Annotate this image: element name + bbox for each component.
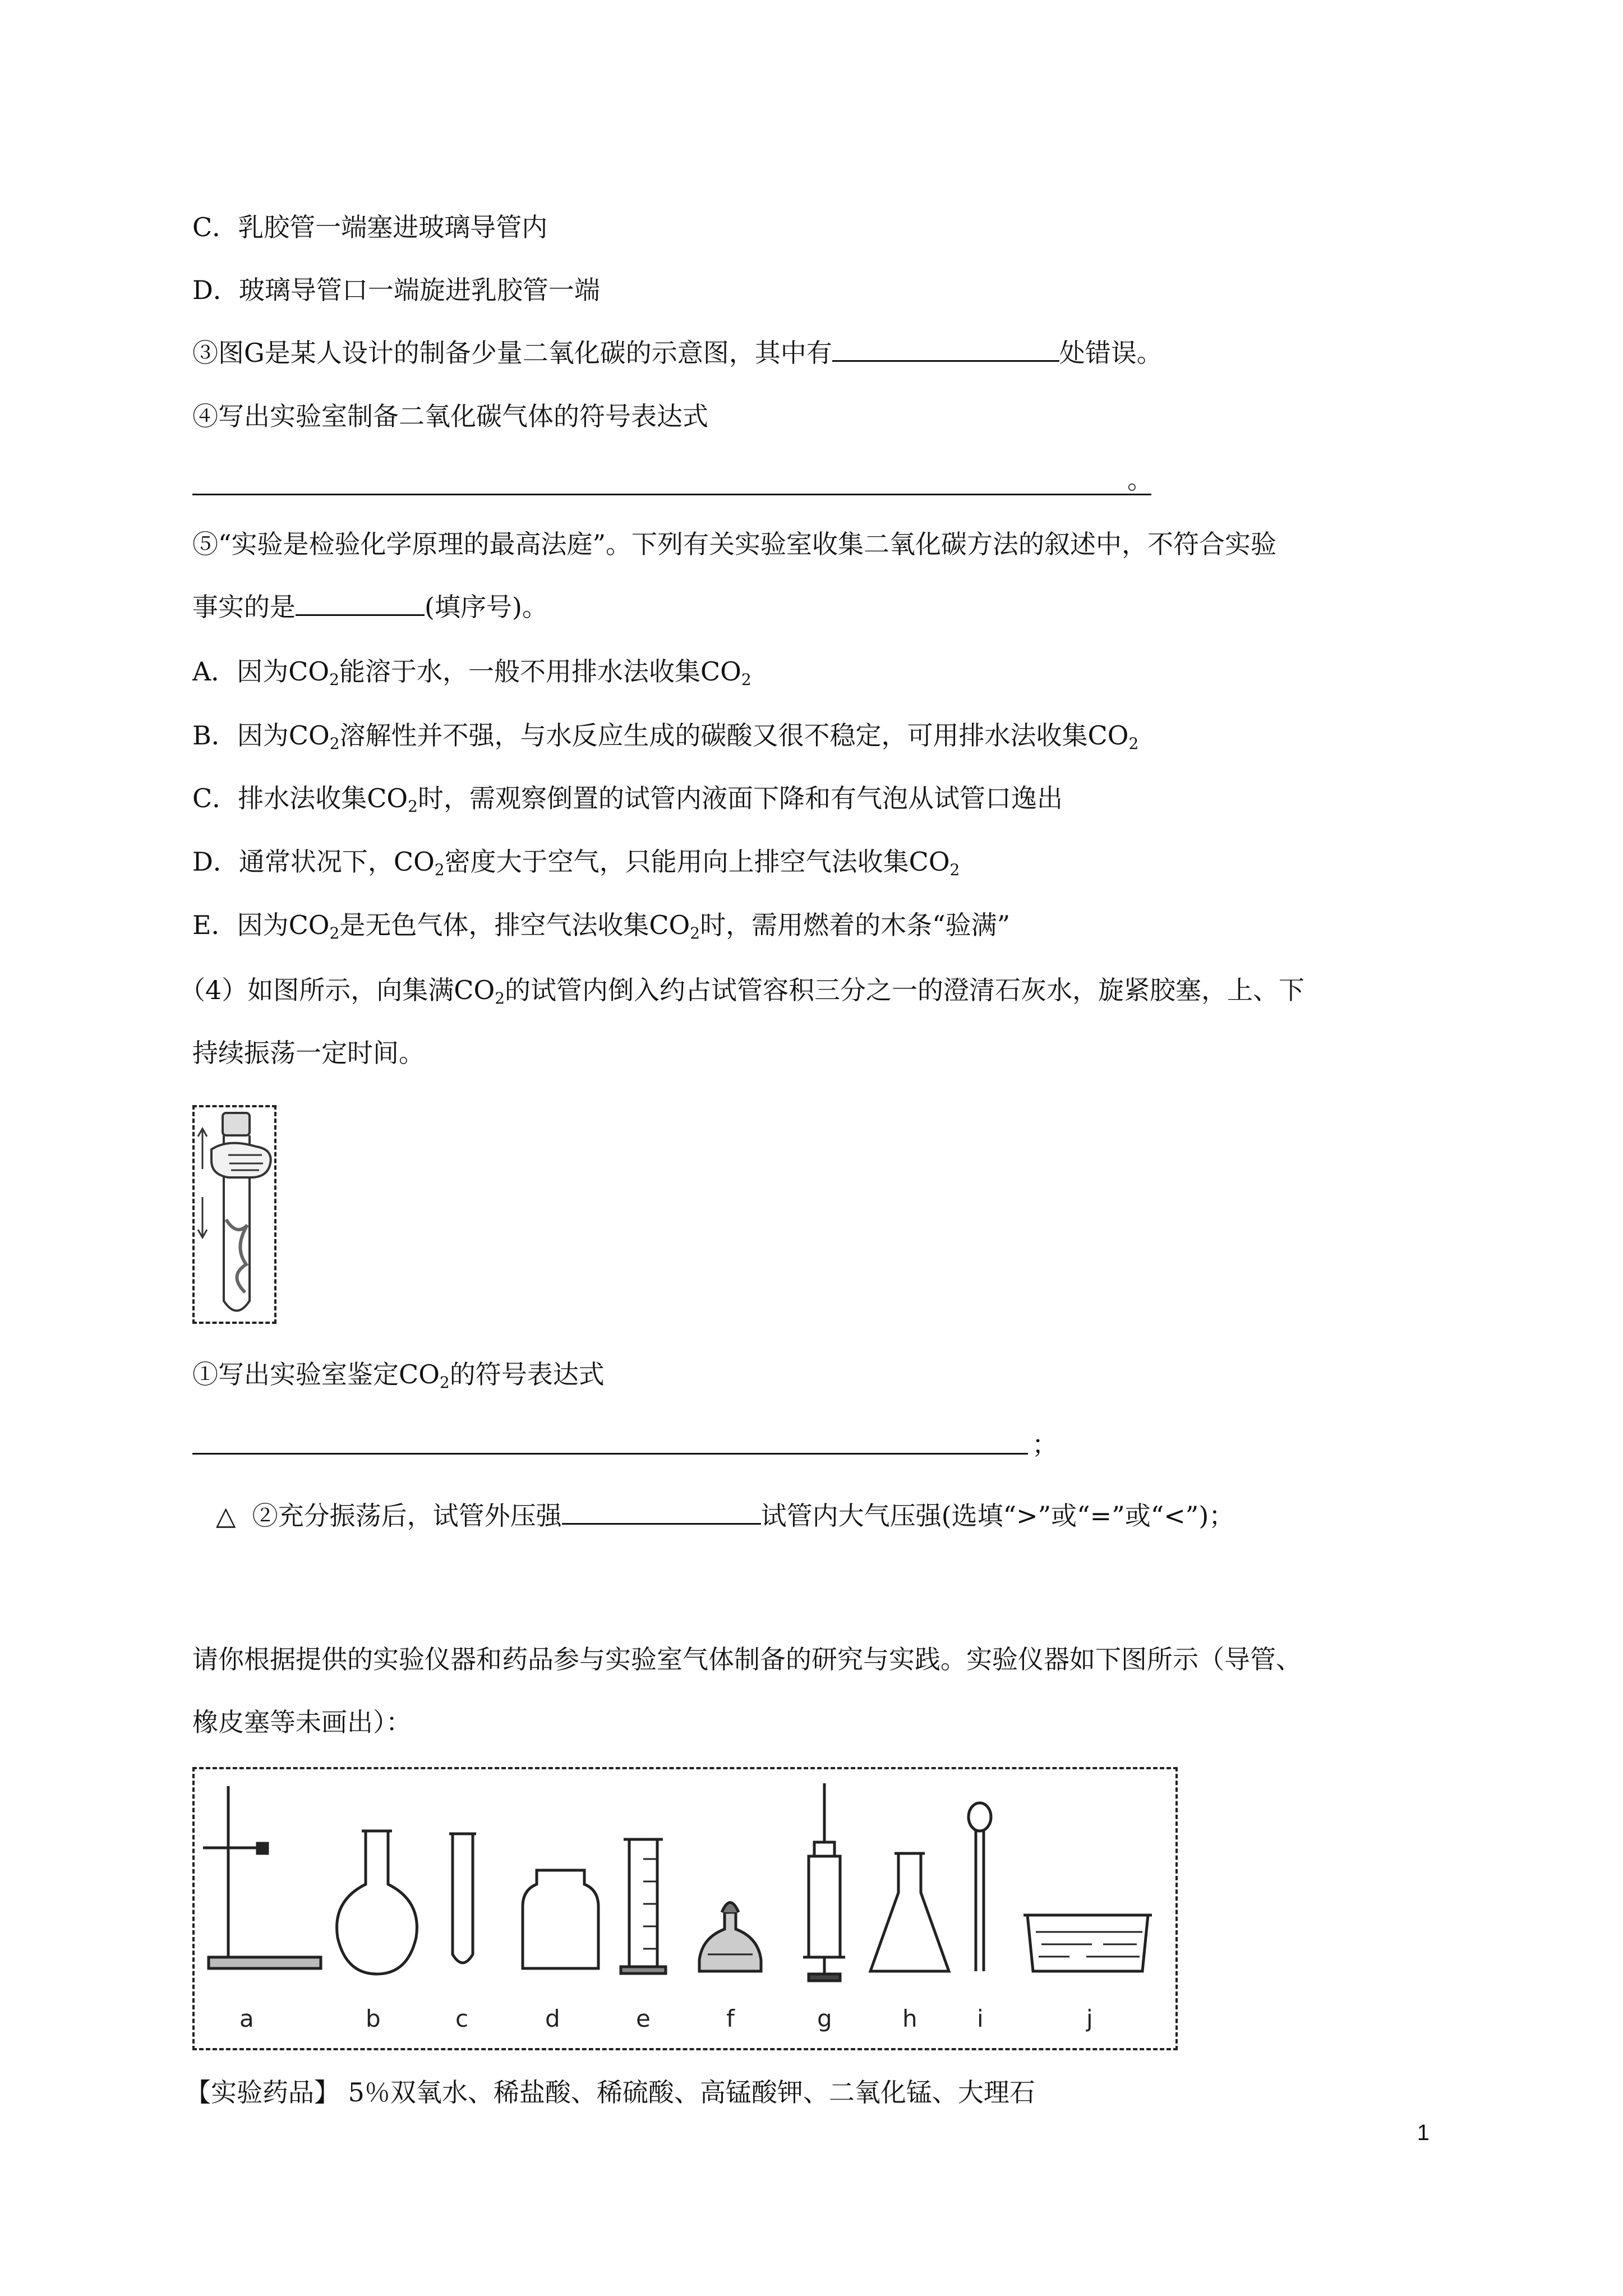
option-c-text: C．乳胶管一端塞进玻璃导管内 [192,212,548,242]
intro-line-1: 请你根据提供的实验仪器和药品参与实验室气体制备的研究与实践。实验仪器如下图所示（导管、 [192,1644,1302,1674]
apparatus-label-f: f [726,2005,735,2032]
sub-question-1: ①写出实验室鉴定$CO_2$的符号表达式 [192,1359,605,1392]
apparatus-figure [192,1767,1178,2050]
syringe-icon [803,1783,845,1981]
option-b-text: B．因为$CO_2$溶解性并不强，与水反应生成的碳酸又很不稳定，可用排水法收集$CO_2$ [192,720,1139,753]
sub-question-1-answer-line[interactable] [192,1453,1028,1455]
question-4-text: ④写出实验室制备二氧化碳气体的符号表达式 [192,401,708,431]
reagent-bottle-icon [523,1870,598,1968]
alcohol-lamp-icon [699,1903,761,1972]
question-5-text: 事实的是 [192,592,296,622]
apparatus-label-c: c [455,2005,469,2032]
apparatus-label-b: b [366,2005,381,2032]
question-5-suffix: (填序号)。 [425,592,548,622]
round-bottom-flask-icon [337,1831,417,1974]
sub-question-1-end: ； [1032,1429,1058,1460]
test-tube-figure [192,1105,276,1324]
option-e-text: E．因为$CO_2$是无色气体，排空气法收集$CO_2$时，需用燃着的木条“验满” [192,910,1011,942]
test-tube-icon [449,1834,476,1963]
drugs-list: 5％双氧水、稀盐酸、稀硫酸、高锰酸钾、二氧化锰、大理石 [348,2077,1035,2108]
apparatus-label-j: j [1086,2005,1093,2032]
question-4-answer-line[interactable] [192,494,1151,495]
graduated-cylinder-icon [621,1839,666,1973]
drugs-label: 【实验药品】 [185,2077,340,2108]
water-trough-icon [1023,1915,1152,1971]
apparatus-label-g: g [817,2005,832,2032]
apparatus-drawings [195,1769,1180,2053]
option-d2-text: D．通常状况下，$CO_2$密度大于空气，只能用向上排空气法收集$CO_2$ [192,846,960,879]
sub-question-2-suffix: 试管内大气压强(选填“>”或“=”或“<”)； [760,1501,1235,1531]
option-a-text: A．因为$CO_2$能溶于水，一般不用排水法收集$CO_2$ [192,656,751,689]
sub-question-2 [216,1499,1234,1533]
question-5-blank[interactable] [296,592,425,616]
question-3-suffix: 处错误。 [1059,338,1163,368]
drugs-line [185,2076,1035,2109]
part-4-line-1: （4）如图所示，向集满$CO_2$的试管内倒入约占试管容积三分之一的澄清石灰水，旋紧胶塞，上、下 [179,975,1305,1007]
option-c2-text: C．排水法收集$CO_2$时，需观察倒置的试管内液面下降和有气泡从试管口逸出 [192,783,1063,816]
question-3-text: ③图G是某人设计的制备少量二氧化碳的示意图，其中有 [192,338,832,368]
hand-shaking-test-tube-icon [195,1107,279,1326]
triangle-marker-icon: △ [216,1501,236,1531]
page-number: 1 [1417,2120,1430,2145]
option-d-text: D．玻璃导管口一端旋进乳胶管一端 [192,275,600,305]
sub-question-2-blank[interactable] [562,1501,761,1525]
question-3 [192,336,1163,370]
iron-stand-icon [203,1786,321,1968]
apparatus-label-h: h [902,2005,917,2032]
apparatus-label-a: a [239,2005,254,2032]
question-5-line-1: ⑤“实验是检验化学原理的最高法庭”。下列有关实验室收集二氧化碳方法的叙述中，不符合实验 [192,529,1277,559]
conical-flask-icon [870,1853,949,1971]
long-neck-funnel-icon [969,1803,991,1971]
sub-question-2-text: ②充分振荡后，试管外压强 [252,1501,562,1531]
question-3-blank[interactable] [832,338,1059,362]
apparatus-label-i: i [977,2005,984,2032]
intro-line-2: 橡皮塞等未画出）： [192,1707,412,1737]
apparatus-label-d: d [545,2005,560,2032]
question-4-end: 。 [1127,464,1153,495]
question-5-line-2 [192,590,548,624]
part-4-line-2: 持续振荡一定时间。 [192,1038,425,1068]
apparatus-label-e: e [636,2005,651,2032]
